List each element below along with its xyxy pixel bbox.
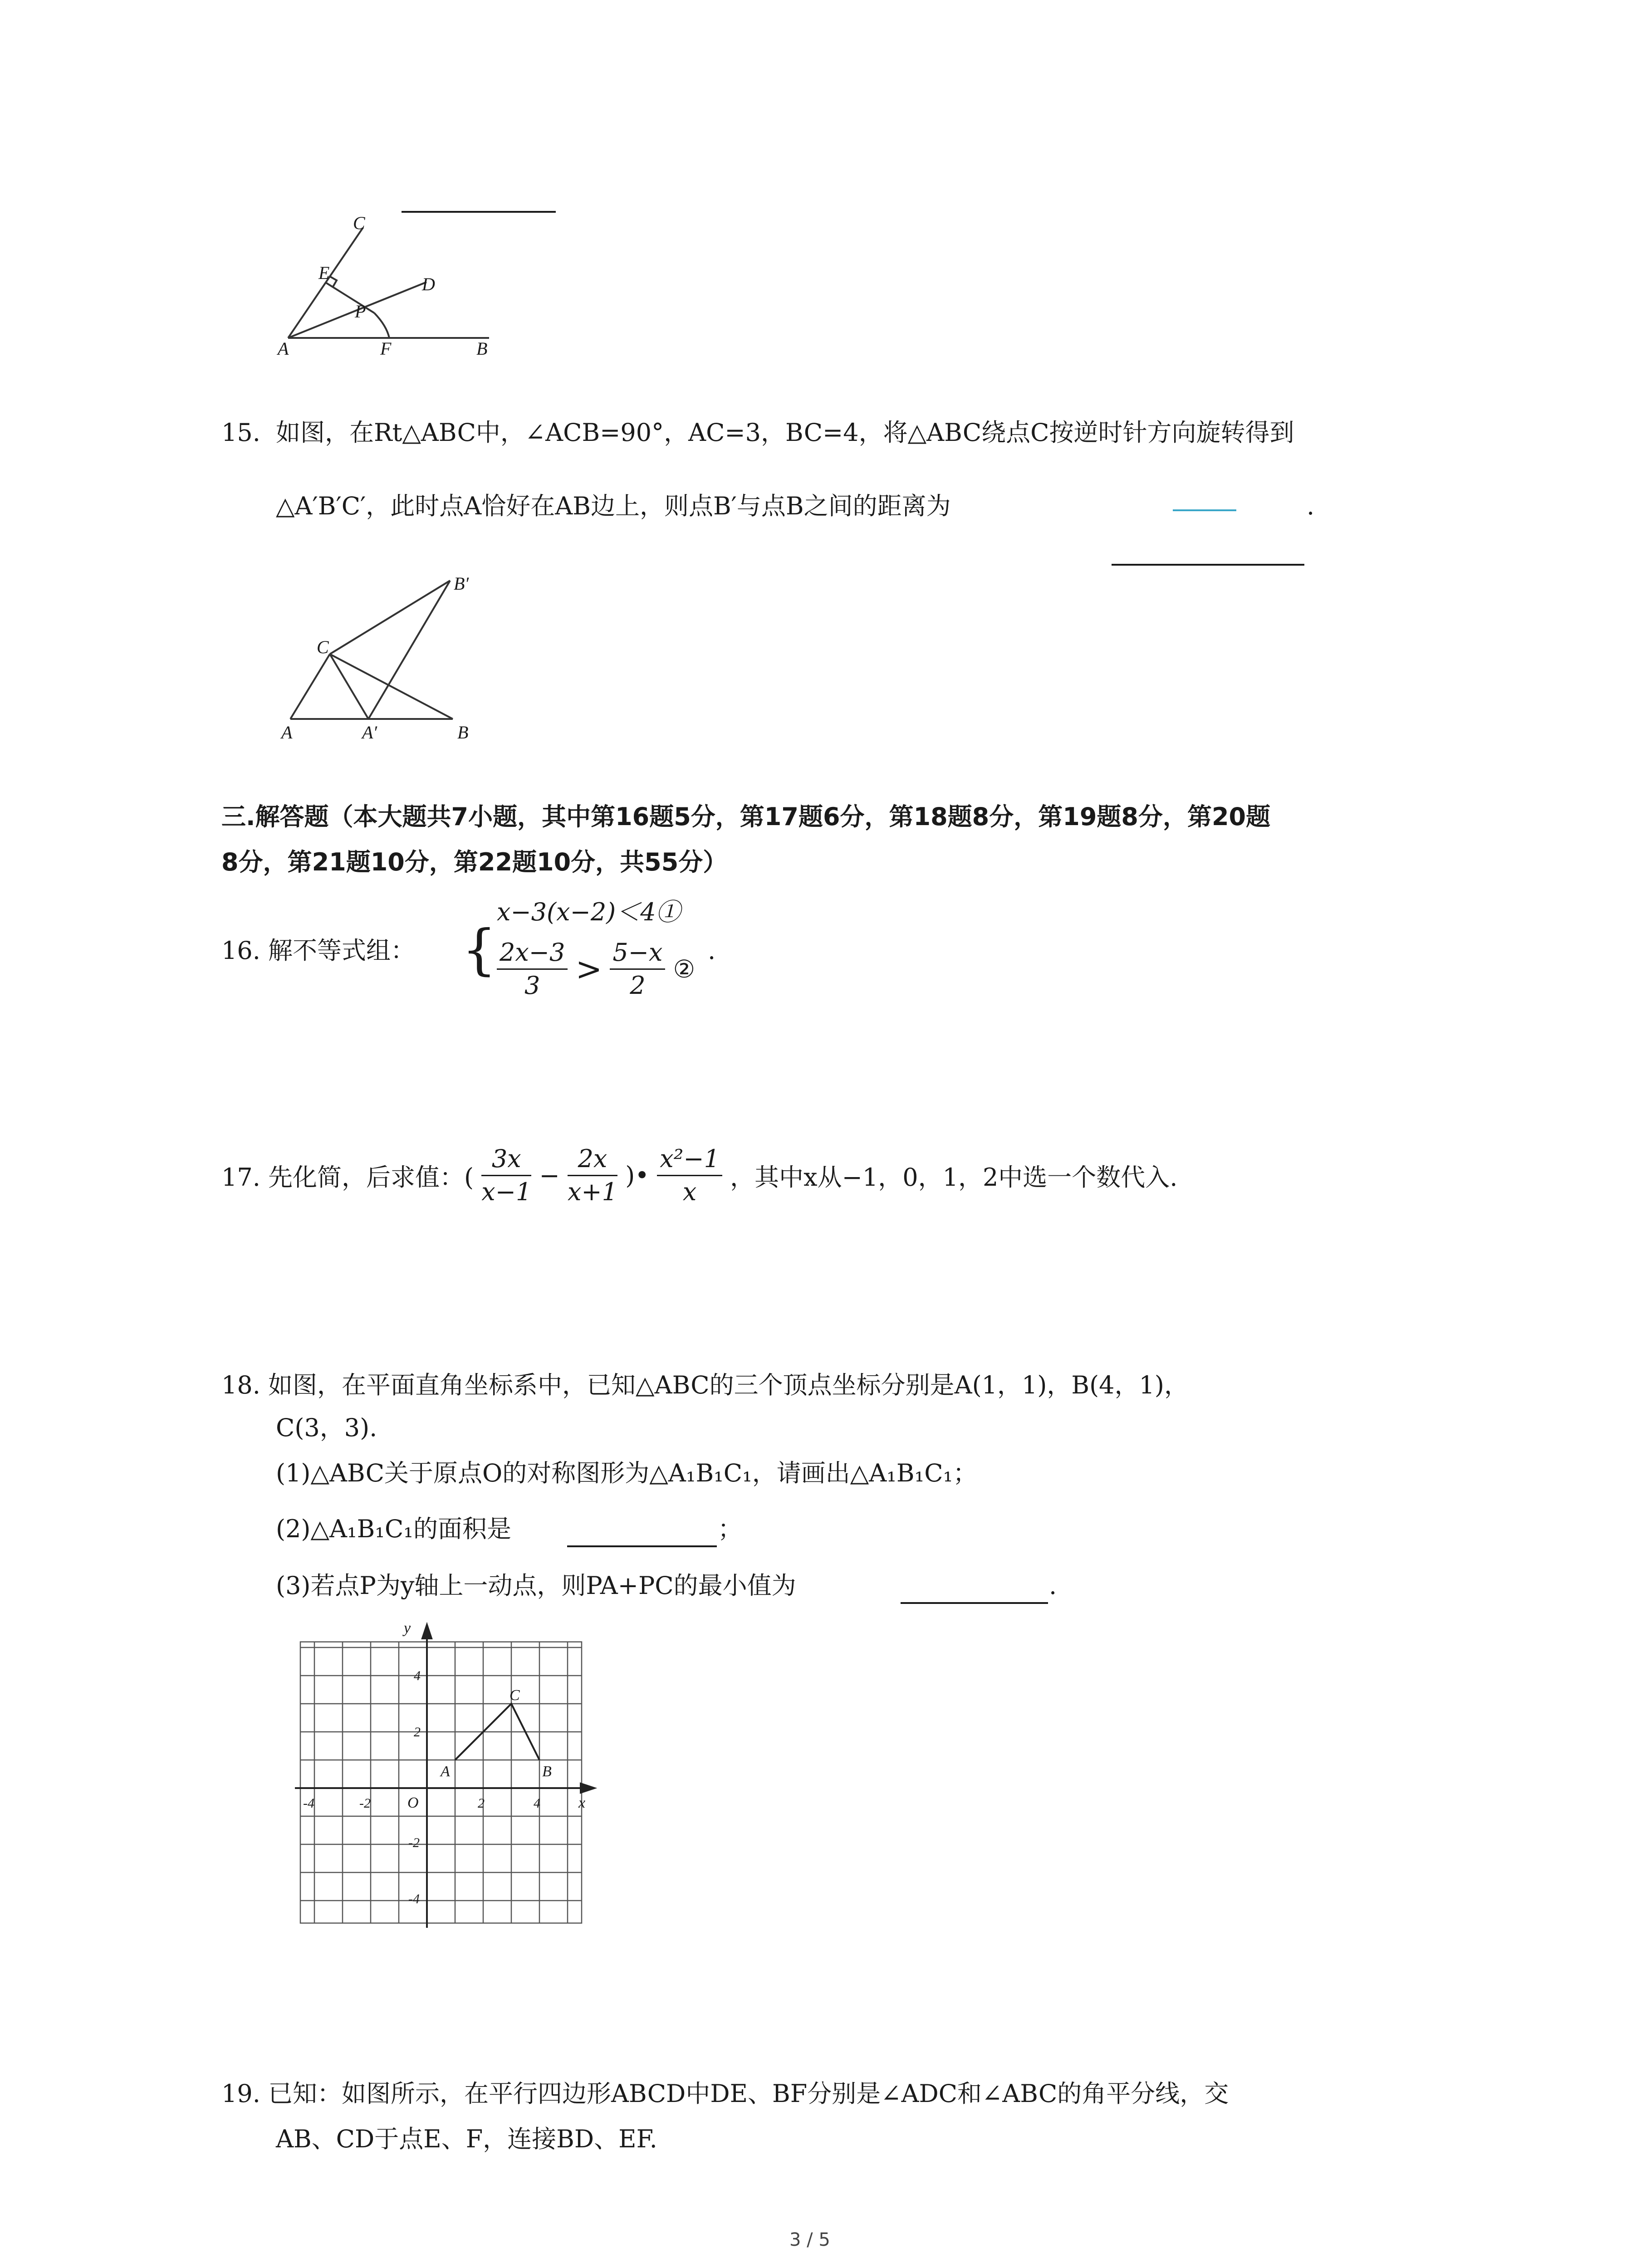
q17-expression <box>221 1143 1177 1208</box>
q15-figure <box>268 567 504 744</box>
arc-pf <box>374 313 389 338</box>
q14-label: C <box>353 213 365 233</box>
q15-answer-mark <box>1173 509 1236 511</box>
q16-gt: > <box>575 950 603 988</box>
q18-line1: 18. 如图，在平面直角坐标系中，已知△ABC的三个顶点坐标分别是A(1，1)，B(4，1)， <box>221 1371 1189 1399</box>
q18-line5-end: . <box>1049 1571 1057 1600</box>
x-tick: -2 <box>359 1796 371 1811</box>
section3-heading-line1: 三.解答题（本大题共7小题，其中第16题5分，第17题6分，第18题8分，第19题8分，第20题 <box>221 802 1271 831</box>
q15-line1: 如图，在Rt△ABC中，∠ACB=90°，AC=3，BC=4，将△ABC绕点C按逆时针方向旋转得到 <box>276 418 1294 447</box>
y-tick: 2 <box>414 1725 421 1740</box>
q18-coordinate-grid <box>277 1615 603 1941</box>
q16-inequality-2 <box>497 937 695 1002</box>
x-axis-label: x <box>578 1794 586 1811</box>
q14-label: P <box>355 301 366 322</box>
x-axis-arrow <box>581 1784 594 1793</box>
q14-label: F <box>380 338 392 359</box>
q16-frac2-num: 5−x <box>610 937 665 970</box>
q15-answer-line <box>1112 564 1304 566</box>
q14-label: D <box>422 274 435 294</box>
q16-circle-2: ② <box>673 955 696 983</box>
q17-f1-num: 3x <box>481 1143 531 1176</box>
q16-frac1-den: 3 <box>524 971 540 1000</box>
q18-answer-line-3 <box>901 1602 1048 1604</box>
q15-label: B′ <box>454 573 469 594</box>
point-c-label: C <box>509 1687 520 1704</box>
x-tick: -4 <box>303 1796 314 1811</box>
segment-ep <box>326 283 374 313</box>
q18-answer-line-2 <box>567 1545 717 1547</box>
q15-number: 15. <box>221 418 260 447</box>
q19-line1: 19. 已知：如图所示，在平行四边形ABCD中DE、BF分别是∠ADC和∠ABC的角平分线，交 <box>221 2079 1229 2108</box>
q17-f3-den: x <box>682 1178 697 1206</box>
q18-line5: (3)若点P为y轴上一动点，则PA+PC的最小值为 <box>276 1571 796 1600</box>
q17-mid: )• <box>625 1161 650 1190</box>
q15-line2: △A′B′C′，此时点A恰好在AB边上，则点B′与点B之间的距离为 <box>276 492 951 520</box>
y-axis-arrow <box>422 1625 431 1638</box>
q14-label: B <box>476 338 488 359</box>
y-axis-label: y <box>404 1620 411 1637</box>
section3-heading-line2: 8分，第21题10分，第22题10分，共55分） <box>221 848 728 876</box>
x-tick: 4 <box>534 1796 540 1811</box>
q14-label: A <box>278 338 289 359</box>
y-tick: -2 <box>408 1835 420 1850</box>
q16-prefix: 16. 解不等式组： <box>221 936 416 965</box>
q18-line4-end: ； <box>718 1515 742 1543</box>
q15-label: A <box>281 722 293 743</box>
q17-suffix: ，其中x从−1，0，1，2中选一个数代入. <box>730 1163 1178 1192</box>
q17-f2-den: x+1 <box>567 1178 618 1206</box>
q15-label: C <box>317 637 329 657</box>
q17-f2-num: 2x <box>568 1143 617 1176</box>
page-number: 3 / 5 <box>789 2229 830 2250</box>
q17-minus: − <box>539 1161 560 1190</box>
segment-ac <box>290 654 330 719</box>
q16-frac2-den: 2 <box>630 971 646 1000</box>
q18-line4: (2)△A₁B₁C₁的面积是 <box>276 1515 511 1543</box>
segment-a-prime-b-prime <box>368 581 450 719</box>
origin-label: O <box>407 1794 419 1811</box>
q17-f1-den: x−1 <box>481 1178 532 1206</box>
q16-period: . <box>708 936 716 965</box>
q15-label: A′ <box>362 722 377 743</box>
point-b-label: B <box>542 1763 552 1780</box>
point-a-label: A <box>441 1763 450 1780</box>
q18-line2: C(3，3). <box>276 1413 377 1442</box>
q14-figure <box>268 209 504 363</box>
y-tick: 4 <box>414 1668 421 1683</box>
x-tick: 2 <box>478 1796 485 1811</box>
q16-brace: { <box>462 919 497 982</box>
q16-inequality-1: x−3(x−2)＜4① <box>497 898 681 926</box>
q14-label: E <box>318 263 330 283</box>
q19-line2: AB、CD于点E、F，连接BD、EF. <box>276 2125 657 2153</box>
y-tick: -4 <box>408 1892 420 1906</box>
q18-line3: (1)△ABC关于原点O的对称图形为△A₁B₁C₁，请画出△A₁B₁C₁； <box>276 1459 978 1487</box>
segment-cb-prime <box>330 581 450 654</box>
q15-period: . <box>1307 492 1315 520</box>
q17-f3-num: x²−1 <box>657 1143 722 1176</box>
q15-label: B <box>457 722 469 743</box>
q17-prefix: 17. 先化简，后求值：( <box>221 1163 474 1192</box>
q16-frac1-num: 2x−3 <box>497 937 568 970</box>
